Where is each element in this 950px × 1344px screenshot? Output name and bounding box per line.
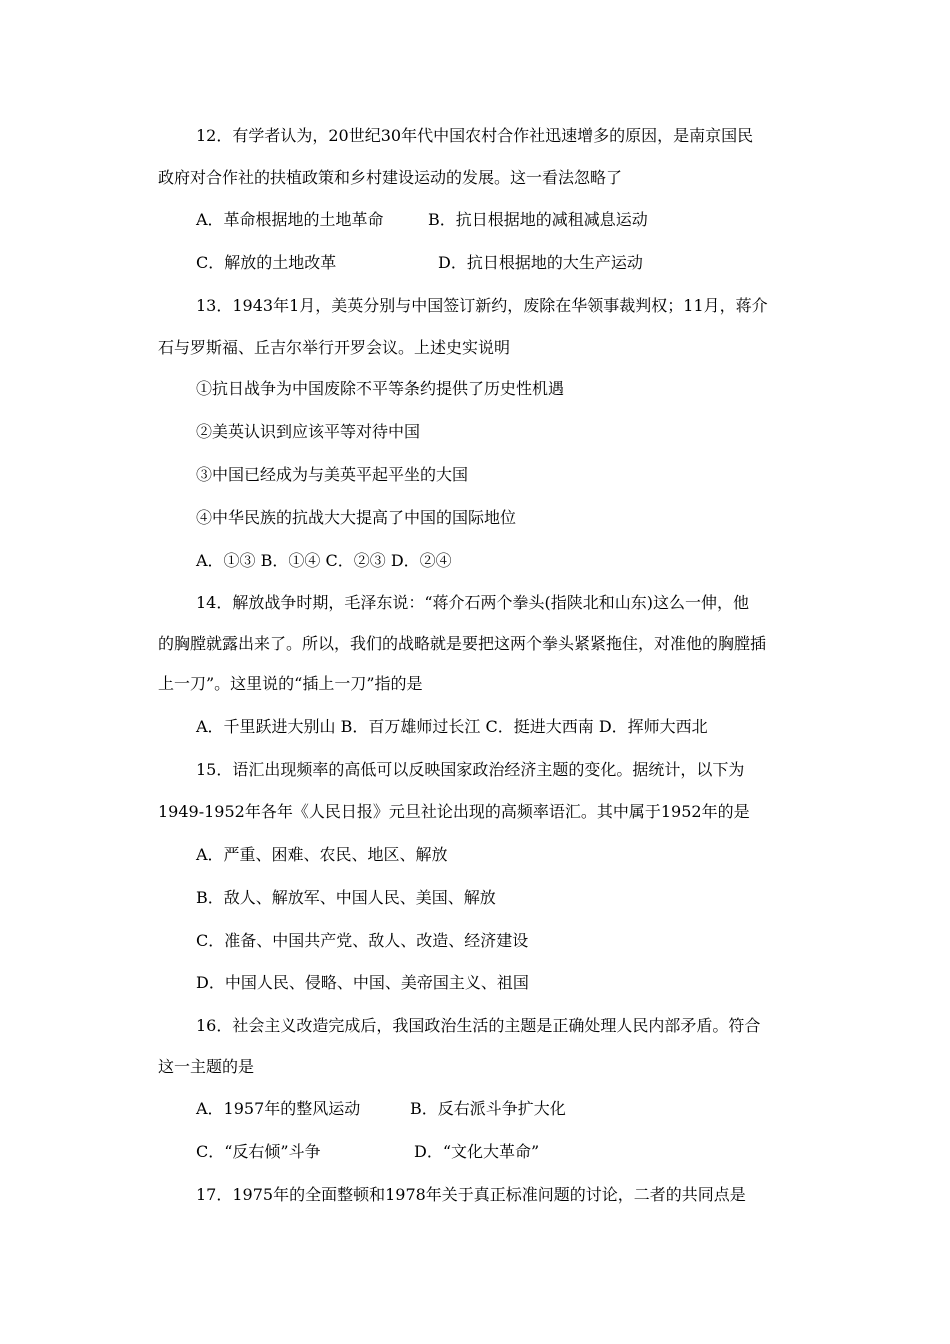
q13-statement-1: ①抗日战争为中国废除不平等条约提供了历史性机遇: [196, 379, 565, 398]
q13-options: A．①③ B．①④ C．②③ D．②④: [196, 551, 452, 570]
q16-option-a: A．1957年的整风运动: [196, 1099, 361, 1118]
q16-stem-line-1: 16．社会主义改造完成后，我国政治生活的主题是正确处理人民内部矛盾。符合: [196, 1016, 761, 1035]
q16-option-c: C．“反右倾”斗争: [196, 1142, 321, 1161]
q15-option-a: A．严重、困难、农民、地区、解放: [196, 845, 448, 864]
q13-statement-4: ④中华民族的抗战大大提高了中国的国际地位: [196, 508, 517, 527]
q16-options-row-2: [196, 1140, 796, 1164]
q12-stem-line-1: 12．有学者认为，20世纪30年代中国农村合作社迅速增多的原因，是南京国民: [196, 126, 754, 145]
q14-stem-line-3: 上一刀”。这里说的“插上一刀”指的是: [158, 674, 423, 693]
q13-stem-line-2: 石与罗斯福、丘吉尔举行开罗会议。上述史实说明: [158, 338, 511, 357]
q12-stem-line-2: 政府对合作社的扶植政策和乡村建设运动的发展。这一看法忽略了: [158, 168, 623, 187]
q15-stem-line-1: 15．语汇出现频率的高低可以反映国家政治经济主题的变化。据统计，以下为: [196, 760, 745, 779]
q16-option-b: B．反右派斗争扩大化: [410, 1099, 566, 1118]
q14-stem-line-1: 14．解放战争时期，毛泽东说：“蒋介石两个拳头(指陕北和山东)这么一伸，他: [196, 593, 750, 612]
q13-statement-3: ③中国已经成为与美英平起平坐的大国: [196, 465, 469, 484]
q15-option-c: C．准备、中国共产党、敌人、改造、经济建设: [196, 931, 529, 950]
q16-option-d: D．“文化大革命”: [414, 1142, 540, 1161]
q12-option-a: A．革命根据地的土地革命: [196, 210, 384, 229]
q13-statement-2: ②美英认识到应该平等对待中国: [196, 422, 421, 441]
q15-stem-line-2: 1949-1952年各年《人民日报》元旦社论出现的高频率语汇。其中属于1952年的是: [158, 802, 750, 821]
q16-stem-line-2: 这一主题的是: [158, 1057, 255, 1076]
q12-option-d: D．抗日根据地的大生产运动: [438, 253, 643, 272]
q16-options-row-1: [196, 1097, 796, 1121]
q12-options-row-2: [196, 251, 796, 275]
q14-stem-line-2: 的胸膛就露出来了。所以，我们的战略就是要把这两个拳头紧紧拖住，对准他的胸膛插: [158, 634, 767, 653]
q17-stem-line-1: 17．1975年的全面整顿和1978年关于真正标准问题的讨论，二者的共同点是: [196, 1185, 746, 1204]
q15-option-d: D．中国人民、侵略、中国、美帝国主义、祖国: [196, 973, 529, 992]
q15-option-b: B．敌人、解放军、中国人民、美国、解放: [196, 888, 496, 907]
q12-options-row-1: [196, 208, 796, 232]
q13-stem-line-1: 13．1943年1月，美英分别与中国签订新约，废除在华领事裁判权；11月，蒋介: [196, 296, 768, 315]
q12-option-b: B．抗日根据地的减租减息运动: [428, 210, 648, 229]
q12-option-c: C．解放的土地改革: [196, 253, 337, 272]
q14-options: A．千里跃进大别山 B．百万雄师过长江 C．挺进大西南 D．挥师大西北: [196, 717, 708, 736]
